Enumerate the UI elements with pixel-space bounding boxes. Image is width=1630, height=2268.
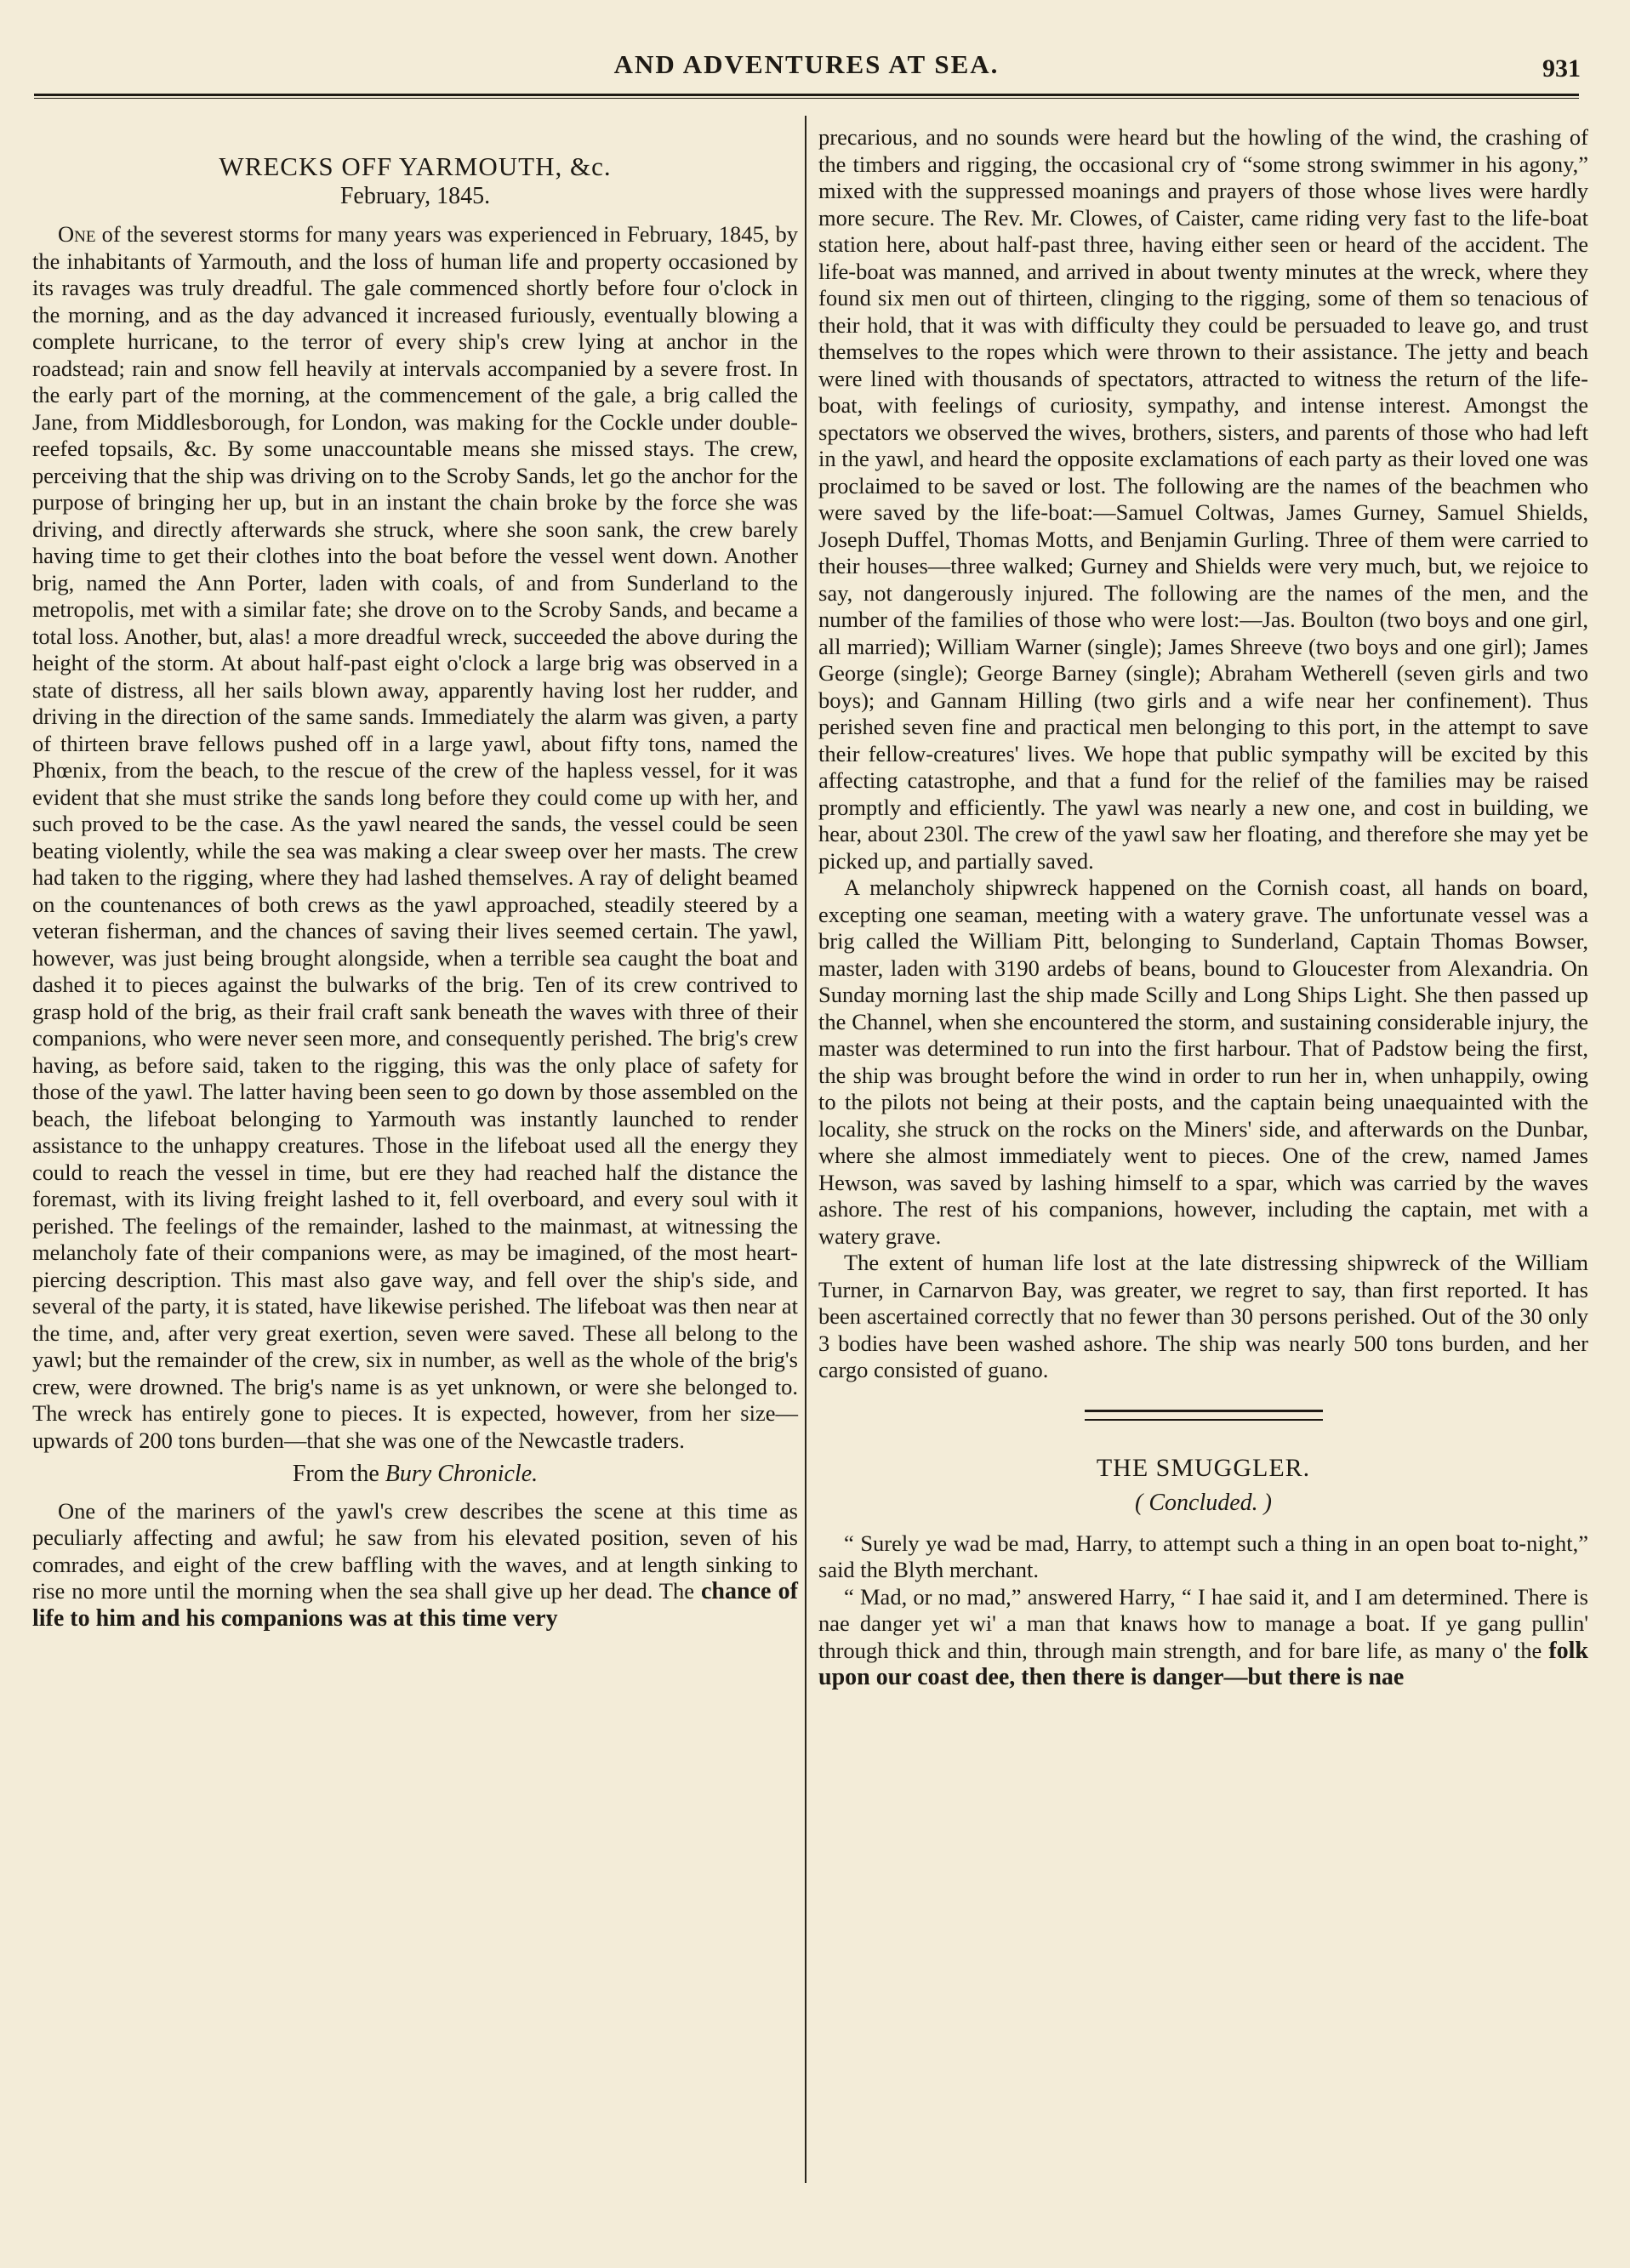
article-date: February, 1845. (339, 183, 491, 209)
page-number: 931 (1542, 54, 1581, 83)
source-heading (32, 1461, 798, 1488)
smuggler-paragraph-2-text: “ Mad, or no mad,” answered Harry, “ I hae said it, and I am determined. There is nae danger yet wi' a man that knaws how to manage a boat. If ye gang pullin' through thick and thin, through main strength, and for bare life, as many o' the (818, 1583, 1588, 1663)
smuggler-paragraph-2 (818, 1584, 1588, 1691)
carnarvon-paragraph: The extent of human life lost at the late distressing shipwreck of the William Turner, in Carnarvon Bay, was greater, we regret to say, than first reported. It has been ascertained correctly that no fewer than 30 persons perished. Out of the 30 only 3 bodies have been washed ashore. The ship was nearly 500 tons burden, and her cargo consisted of guano. (818, 1250, 1588, 1382)
smuggler-paragraph-1: “ Surely ye wad be mad, Harry, to attempt such a thing in an open boat to-night,” said the Blyth merchant. (818, 1530, 1588, 1582)
left-column (32, 116, 798, 2191)
first-word: One (58, 221, 96, 247)
section-rule (1085, 1410, 1323, 1412)
source-name: Bury Chronicle. (385, 1461, 539, 1487)
wrecks-paragraph-2-last-line: chance of life to him and his companions was at this time very (32, 1578, 798, 1632)
header-rule (34, 94, 1579, 96)
cornish-shipwreck-paragraph: A melancholy shipwreck happened on the Cornish coast, all hands on board, excepting one seaman, meeting with a watery grave. The unfortunate vessel was a brig called the William Pitt, belonging to Sunderland, Captain Thomas Bowser, master, laden with 3190 ardebs of beans, bound to Gloucester from Alexandria. On Sunday morning last the ship made Scilly and Long Ships Light. She then passed up the Channel, when she encountered the storm, and sustaining considerable injury, the master was determined to run into the first harbour. That of Padstow being the first, the ship was brought before the wind in order to run her in, when unhappily, owing to the pilots not being at their posts, and the captain being unaequainted with the locality, she struck on the rocks on the Miners' side, and afterwards on the Dunbar, where she almost immediately went to pieces. One of the crew, named James Hewson, was saved by lashing himself to a spar, which was carried by the waves ashore. The rest of his companions, however, including the captain, met with a watery grave. (818, 875, 1588, 1249)
running-head: AND ADVENTURES AT SEA. (613, 49, 1000, 79)
concluded-note: ( Concluded. ) (1135, 1490, 1272, 1516)
wrecks-paragraph-2 (32, 1498, 798, 1633)
column-divider (805, 116, 806, 2183)
wrecks-paragraph-1 (32, 221, 798, 1454)
header-rule-thin (34, 98, 1579, 99)
article-title-wrecks: WRECKS OFF YARMOUTH, &c. (219, 151, 612, 181)
wrecks-paragraph-2-text: One of the mariners of the yawl's crew describes the scene at this time as peculiarly affecting and awful; he saw from his elevated position, seven of his comrades, and eight of the crew baffling with the waves, and at length sinking to rise no more until the morning when the sea shall give up her dead. The (32, 1497, 798, 1604)
smuggler-paragraph-2-last-line: folk upon our coast dee, then there is danger—but there is nae (818, 1637, 1588, 1690)
right-column (818, 124, 1588, 2191)
page-header (32, 44, 1581, 88)
wrecks-paragraph-1-text: of the severest storms for many years was experienced in February, 1845, by the inhabitants of Yarmouth, and the loss of human life and property occasioned by its ravages was truly dreadful. The gale commenced shortly before four o'clock in the morning, and as the day advanced it increased furiously, eventually blowing a complete hurricane, to the terror of every ship's crew lying at anchor in the roadstead; rain and snow fell heavily at intervals accompanied by a severe frost. In the early part of the morning, at the commencement of the gale, a brig called the Jane, from Middlesborough, for London, was making for the Cockle under double-reefed topsails, &c. By some unaccountable means she missed stays. The crew, perceiving that the ship was driving on to the Scroby Sands, let go the anchor for the purpose of bringing her up, but in an instant the chain broke by the force she was driving, and directly afterwards she struck, where she soon sank, the crew barely having time to get their clothes into the boat before the vessel went down. Another brig, named the Ann Porter, laden with coals, of and from Sunderland to the metropolis, met with a similar fate; she drove on to the Scroby Sands, and became a total loss. Another, but, alas! a more dreadful wreck, succeeded the above during the height of the storm. At about half-past eight o'clock a large brig was observed in a state of distress, all her sails blown away, apparently having lost her rudder, and driving in the direction of the same sands. Immediately the alarm was given, a party of thirteen brave fellows pushed off in a large yawl, about fifty tons, named the Phœnix, from the beach, to the rescue of the crew of the hapless vessel, for it was evident that she must strike the sands long before they could come up with her, and such proved to be the case. As the yawl neared the sands, the vessel could be seen beating violently, while the sea was making a clear sweep over her masts. The crew had taken to the rigging, where they had lashed themselves. A ray of delight beamed on the countenances of both crews as the yawl approached, steadily steered by a veteran fisherman, and the chances of saving their lives seemed certain. The yawl, however, was just being brought alongside, when a terrible sea caught the boat and dashed it to pieces against the bulwarks of the brig. Ten of its crew contrived to grasp hold of the brig, as their frail craft sank beneath the waves with three of their companions, who were never seen more, and consequently perished. The brig's crew having, as before said, taken to the rigging, this was the only place of safety for those of the yawl. The latter having been seen to go down by those assembled on the beach, the lifeboat belonging to Yarmouth was instantly launched to render assistance to the unhappy creatures. Those in the lifeboat used all the energy they could to reach the vessel in time, but ere they had reached half the distance the foremast, with its living freight lashed to it, fell overboard, and every soul with it perished. The feelings of the remainder, lashed to the mainmast, at witnessing the melancholy fate of their companions were, as may be imagined, of the most heart-piercing description. This mast also gave way, and fell over the ship's side, and several of the party, it is stated, have likewise perished. The lifeboat was then near at the time, and, after very great exertion, seven were saved. These all belong to the yawl; but the remainder of the crew, six in number, as well as the whole of the brig's crew, were drowned. The brig's name is as yet unknown, or were she belonged to. The wreck has entirely gone to pieces. It is expected, however, from her size—upwards of 200 tons burden—that she was one of the Newcastle traders. (32, 221, 798, 1453)
source-prefix: From the (292, 1461, 385, 1487)
section-rule-thin (1085, 1419, 1323, 1421)
wrecks-continued-paragraph: precarious, and no sounds were heard but the howling of the wind, the crashing of the timbers and rigging, the occasional cry of “some strong swimmer in his agony,” mixed with the suppressed moanings and prayers of those whose lives were hardly more secure. The Rev. Mr. Clowes, of Caister, came riding very fast to the life-boat station here, about half-past three, having either seen or heard of the accident. The life-boat was manned, and arrived in about twenty minutes at the wreck, where they found six men out of thirteen, clinging to the rigging, some of them so tenacious of their hold, that it was with difficulty they could be persuaded to leave go, and trust themselves to the ropes which were thrown to their assistance. The jetty and beach were lined with thousands of spectators, attracted to witness the return of the life-boat, with feelings of curiosity, sympathy, and intense interest. Amongst the spectators we observed the wives, brothers, sisters, and parents of those who had left in the yawl, and heard the opposite exclamations of each party as their loved one was proclaimed to be saved or lost. The following are the names of the beachmen who were saved by the life-boat:—Samuel Coltwas, James Gurney, Samuel Shields, Joseph Duffel, Thomas Motts, and Benjamin Gurling. Three of them were carried to their houses—three walked; Gurney and Shields were very much, but, we rejoice to say, not dangerously injured. The following are the names of the men, and the number of the families of those who were lost:—Jas. Boulton (two boys and one girl, all married); William Warner (single); James Shreeve (two boys and one girl); James George (single); George Barney (single); Abraham Wetherell (seven girls and two boys); and Gannam Hilling (two girls and a wife near her confinement). Thus perished seven fine and practical men belonging to this port, in the attempt to save their fellow-creatures' lives. We hope that public sympathy will be excited by this affecting catastrophe, and that a fund for the relief of the families may be raised promptly and efficiently. The yawl was nearly a new one, and cost in building, we hear, about 230l. The crew of the yawl saw her floating, and therefore she may yet be picked up, and partially saved. (818, 124, 1588, 874)
article-title-smuggler: THE SMUGGLER. (1096, 1453, 1311, 1482)
